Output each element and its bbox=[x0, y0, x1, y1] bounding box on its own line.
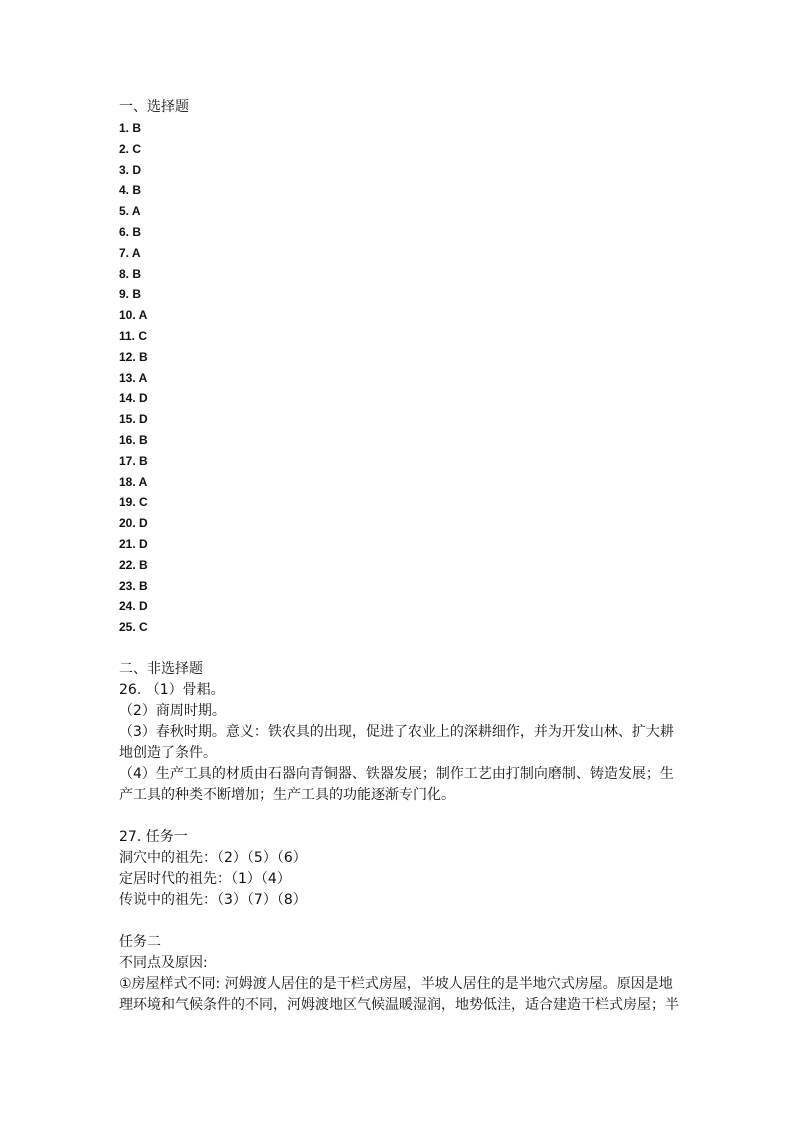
q26-line4: （4）生产工具的材质由石器向青铜器、铁器发展；制作工艺由打制向磨制、铸造发展；生产工具的种类不断增加；生产工具的功能逐渐专门化。 bbox=[119, 765, 674, 803]
answer-item: 25. C bbox=[119, 620, 148, 635]
answer-item: 8. B bbox=[119, 266, 142, 281]
answer-item: 11. C bbox=[119, 328, 148, 343]
answer-item: 1. B bbox=[119, 121, 142, 135]
spacer bbox=[119, 911, 679, 932]
answer-item: 24. D bbox=[119, 599, 148, 614]
answer-item: 7. A bbox=[119, 245, 141, 260]
q26-line1: 26. （1）骨耜。 bbox=[119, 681, 225, 698]
answer-item: 14. D bbox=[119, 391, 148, 406]
answer-item: 2. C bbox=[119, 141, 142, 156]
q26-line3: （3）春秋时期。意义：铁农具的出现，促进了农业上的深耕细作，并为开发山林、扩大耕地创造了条件。 bbox=[119, 723, 674, 761]
answer-item: 17. B bbox=[119, 453, 148, 468]
q27-task1-title: 27. 任务一 bbox=[119, 828, 188, 845]
q27-cave-ancestors: 洞穴中的祖先：（2）（5）（6） bbox=[119, 849, 307, 866]
answer-item: 15. D bbox=[119, 412, 148, 427]
q27-diff-title: 不同点及原因: bbox=[119, 954, 208, 971]
answer-item: 20. D bbox=[119, 516, 148, 531]
q27-legend-ancestors: 传说中的祖先：（3）（7）（8） bbox=[119, 891, 307, 908]
answer-list bbox=[119, 118, 679, 638]
answer-item: 16. B bbox=[119, 432, 148, 447]
answer-item: 21. D bbox=[119, 536, 148, 551]
q27-settled-ancestors: 定居时代的祖先：（1）（4） bbox=[119, 870, 291, 887]
answer-item: 5. A bbox=[119, 204, 141, 219]
answer-item: 10. A bbox=[119, 308, 148, 323]
answer-item: 13. A bbox=[119, 370, 148, 385]
q27-diff1: ①房屋样式不同: 河姆渡人居住的是干栏式房屋，半坡人居住的是半地穴式房屋。原因是地理环境和气候条件的不同，河姆渡地区气候温暖湿润，地势低洼，适合建造干栏式房屋；半 bbox=[119, 975, 679, 1013]
section1-title: 一、选择题 bbox=[119, 99, 189, 115]
answer-item: 3. D bbox=[119, 162, 142, 177]
q27-task2-title: 任务二 bbox=[119, 933, 161, 950]
answer-item: 12. B bbox=[119, 349, 148, 364]
answer-item: 6. B bbox=[119, 224, 142, 239]
q26-line2: （2）商周时期。 bbox=[119, 702, 226, 719]
answer-item: 22. B bbox=[119, 557, 148, 572]
answer-item: 4. B bbox=[119, 183, 142, 198]
spacer bbox=[119, 638, 679, 659]
document-page bbox=[119, 97, 679, 1016]
answer-item: 19. C bbox=[119, 495, 148, 510]
answer-item: 9. B bbox=[119, 287, 142, 302]
answer-item: 18. A bbox=[119, 474, 148, 489]
section2-title: 二、非选择题 bbox=[119, 660, 203, 677]
spacer bbox=[119, 806, 679, 827]
answer-item: 23. B bbox=[119, 578, 148, 593]
